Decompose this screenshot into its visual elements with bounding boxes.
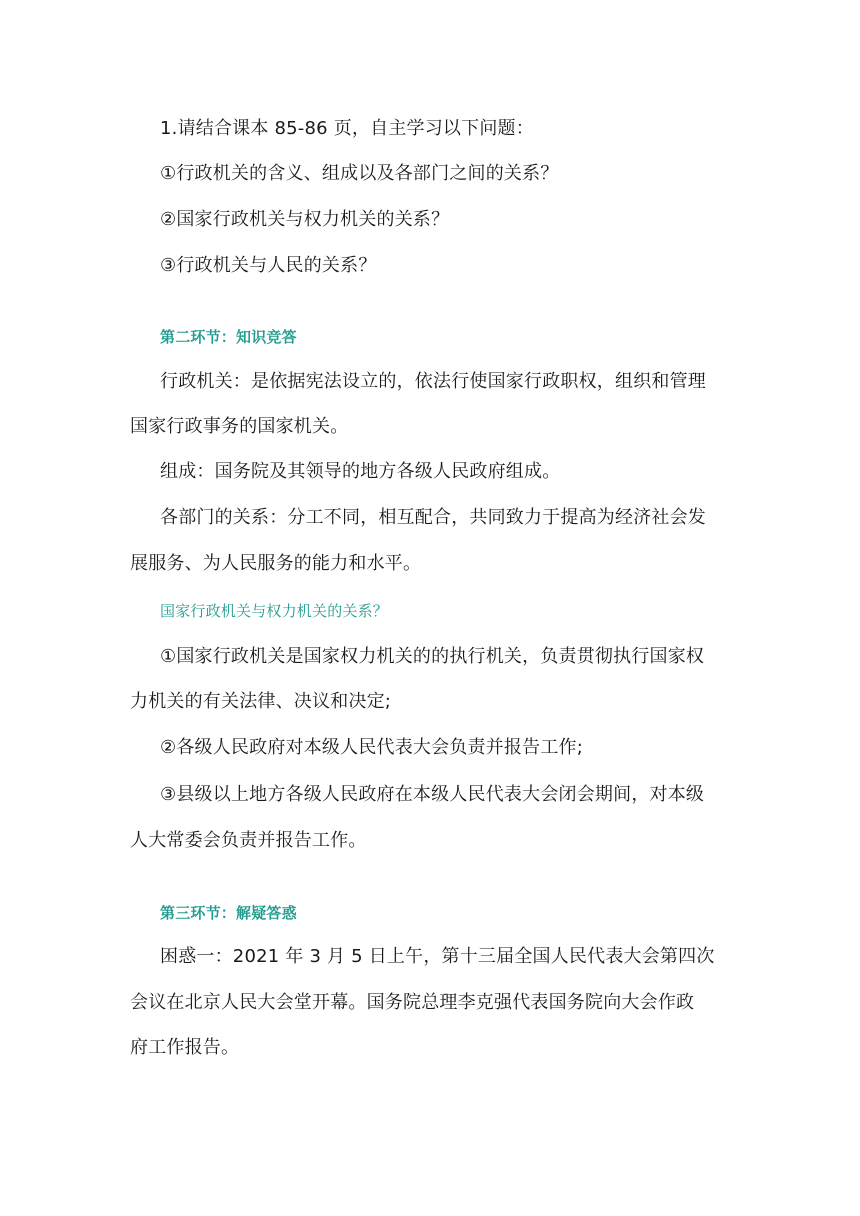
question-3: ③行政机关与人民的关系？ bbox=[160, 255, 377, 276]
point-1-line-2: 力机关的有关法律、决议和决定; bbox=[130, 691, 392, 712]
definition-line-1: 行政机关：是依据宪法设立的，依法行使国家行政职权，组织和管理 bbox=[160, 371, 706, 392]
relation-line-1: 各部门的关系：分工不同，相互配合，共同致力于提高为经济社会发 bbox=[160, 507, 706, 528]
question-1: ①行政机关的含义、组成以及各部门之间的关系？ bbox=[160, 163, 559, 184]
point-3-line-2: 人大常委会负责并报告工作。 bbox=[130, 830, 367, 851]
section-heading-2: 第二环节：知识竞答 bbox=[160, 328, 297, 346]
intro-question: 1.请结合课本 85-86 页，自主学习以下问题： bbox=[160, 118, 534, 139]
subheading-relation: 国家行政机关与权力机关的关系？ bbox=[160, 602, 389, 620]
section-heading-3: 第三环节：解疑答惑 bbox=[160, 904, 297, 922]
point-2: ②各级人民政府对本级人民代表大会负责并报告工作; bbox=[160, 737, 583, 758]
point-3-line-1: ③县级以上地方各级人民政府在本级人民代表大会闭会期间，对本级 bbox=[160, 784, 705, 805]
definition-line-2: 国家行政事务的国家机关。 bbox=[130, 416, 349, 437]
confusion-line-3: 府工作报告。 bbox=[130, 1037, 240, 1058]
confusion-line-1: 困惑一：2021 年 3 月 5 日上午，第十三届全国人民代表大会第四次 bbox=[160, 946, 715, 967]
composition-text: 组成：国务院及其领导的地方各级人民政府组成。 bbox=[160, 461, 561, 482]
confusion-line-2: 会议在北京人民大会堂开幕。国务院总理李克强代表国务院向大会作政 bbox=[130, 992, 695, 1013]
question-2: ②国家行政机关与权力机关的关系？ bbox=[160, 209, 450, 230]
relation-line-2: 展服务、为人民服务的能力和水平。 bbox=[130, 553, 422, 574]
point-1-line-1: ①国家行政机关是国家权力机关的的执行机关，负责贯彻执行国家权 bbox=[160, 646, 705, 667]
